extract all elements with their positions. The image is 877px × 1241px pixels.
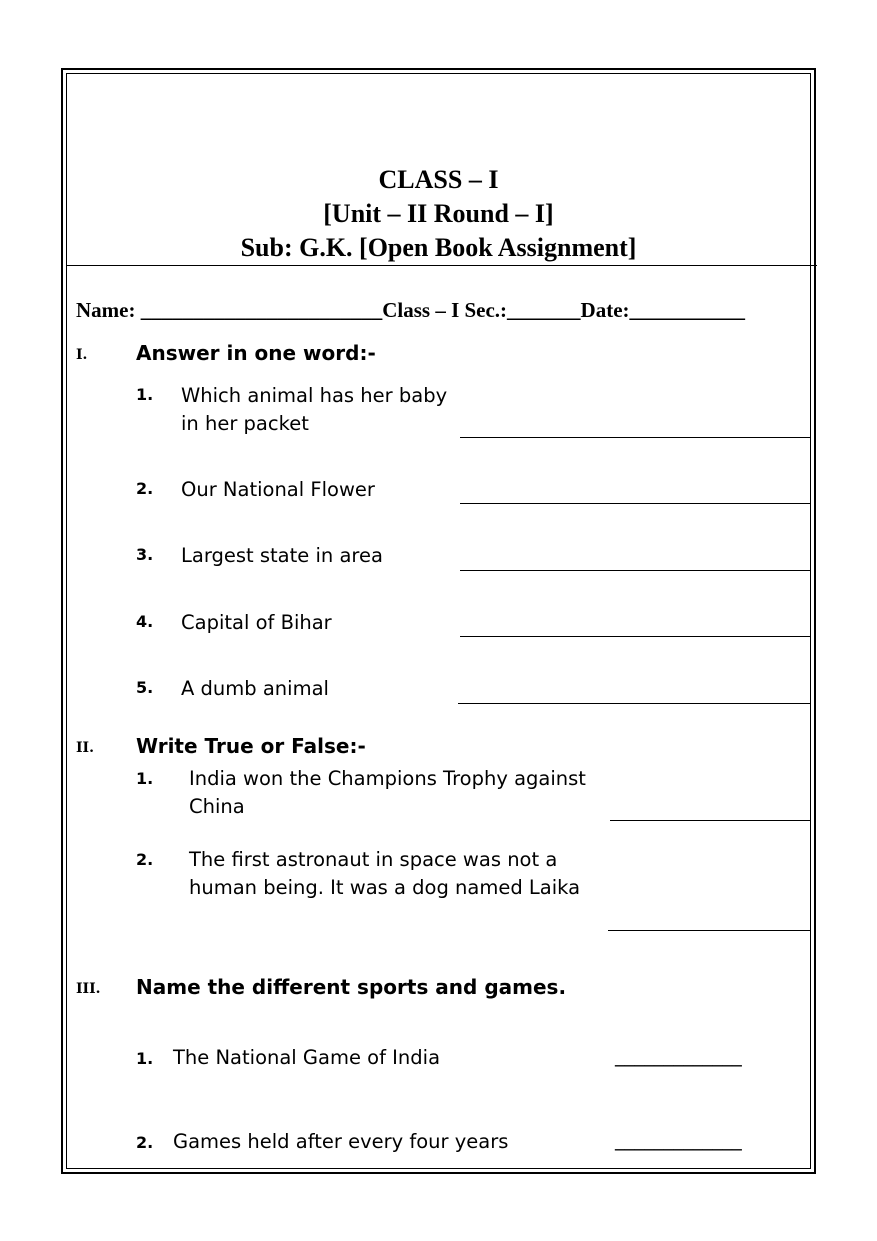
answer-line[interactable] bbox=[460, 570, 810, 571]
answer-line[interactable] bbox=[458, 703, 810, 704]
question-number: 1. bbox=[136, 769, 154, 788]
answer-line[interactable] bbox=[460, 437, 810, 438]
section-number: I. bbox=[76, 347, 88, 363]
question-text: Games held after every four years bbox=[173, 1130, 509, 1153]
question-text: A dumb animal bbox=[181, 677, 329, 700]
header-divider bbox=[66, 265, 817, 266]
answer-blank[interactable]: _____________ bbox=[615, 1044, 742, 1067]
question-text: Which animal has her baby in her packet bbox=[181, 384, 448, 435]
question-number: 1. bbox=[136, 385, 154, 404]
section-title: Answer in one word:- bbox=[136, 341, 376, 365]
question-text: The first astronaut in space was not a human being. It was a dog named Laika bbox=[189, 848, 581, 899]
unit-heading: [Unit – II Round – I] bbox=[323, 199, 554, 228]
question-text: India won the Champions Trophy against China bbox=[189, 767, 586, 818]
question-number: 1. bbox=[136, 1049, 154, 1068]
question-text: Capital of Bihar bbox=[181, 611, 332, 634]
question-text: Our National Flower bbox=[181, 478, 375, 501]
answer-blank[interactable]: _____________ bbox=[615, 1128, 742, 1151]
answer-line[interactable] bbox=[610, 820, 810, 821]
question-number: 3. bbox=[136, 545, 154, 564]
question-text: The National Game of India bbox=[173, 1046, 441, 1069]
question-number: 2. bbox=[136, 479, 154, 498]
question-number: 2. bbox=[136, 1133, 154, 1152]
answer-line[interactable] bbox=[460, 636, 810, 637]
question-number: 2. bbox=[136, 850, 154, 869]
question-text: Largest state in area bbox=[181, 544, 383, 567]
section-number: II. bbox=[76, 740, 94, 756]
answer-line[interactable] bbox=[460, 503, 810, 504]
subject-heading: Sub: G.K. [Open Book Assignment] bbox=[240, 233, 637, 262]
question-number: 4. bbox=[136, 612, 154, 631]
section-number: III. bbox=[76, 981, 101, 997]
class-heading: CLASS – I bbox=[378, 165, 499, 194]
section-title: Name the different sports and games. bbox=[136, 975, 567, 999]
answer-line[interactable] bbox=[608, 930, 810, 931]
section-title: Write True or False:- bbox=[136, 734, 366, 758]
student-info-line: Name: _______________________Class – I Sec.:_______Date:___________ bbox=[76, 298, 746, 322]
question-number: 5. bbox=[136, 678, 154, 697]
